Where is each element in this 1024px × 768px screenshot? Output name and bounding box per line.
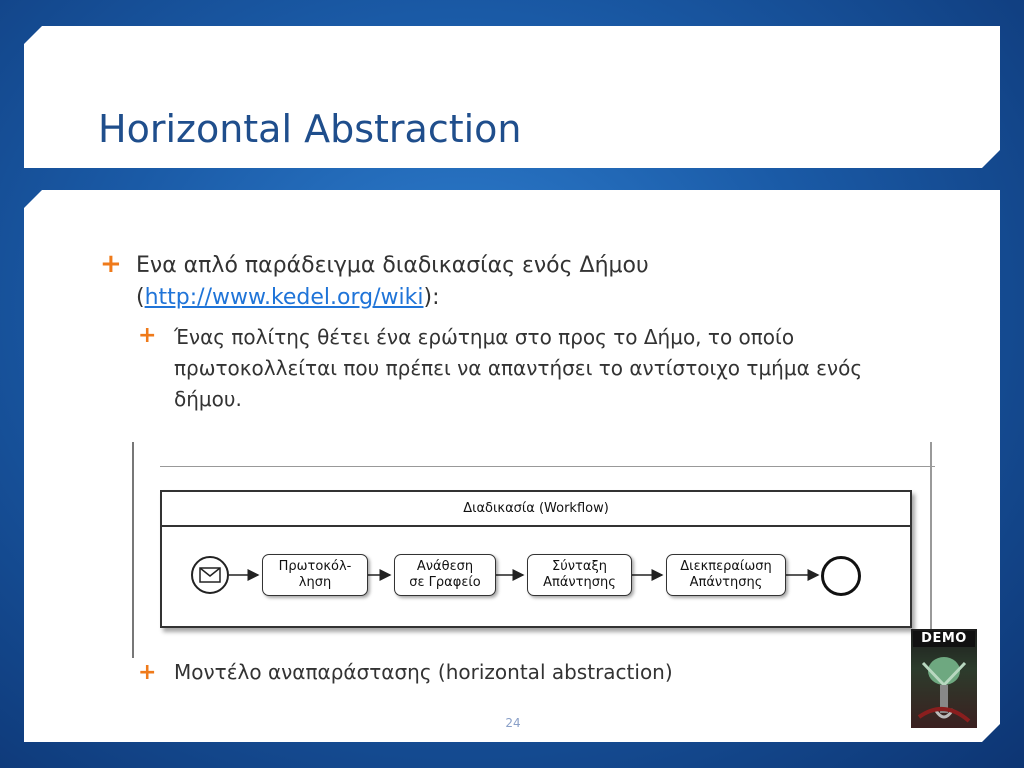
end-event: [821, 556, 861, 596]
task-line2: ληση: [298, 575, 332, 590]
bullet-plus-icon: +: [138, 323, 157, 348]
bullet1-text: Ενα απλό παράδειγμα διαδικασίας ενός Δήμου: [136, 253, 649, 278]
task-compose-reply: [527, 554, 632, 596]
bullet-plus-icon: +: [138, 660, 157, 685]
bullet-level2-model: Μοντέλο αναπαράστασης (horizontal abstraction): [174, 660, 673, 684]
bullet-level2: Ένας πολίτης θέτει ένα ερώτημα στο προς το Δήμο, το οποίο πρωτοκολλείται που πρέπει να απαντήσει το αντίστοιχο τμήμα ενός δήμου.: [174, 325, 863, 411]
task-protocol: [262, 554, 368, 596]
page-number: 24: [505, 716, 521, 730]
pool-title: Διαδικασία (Workflow): [162, 492, 910, 527]
bullet-plus-icon: +: [100, 249, 122, 279]
start-event-envelope-icon: [191, 556, 229, 594]
demo-figure-icon: [911, 629, 977, 728]
task-handle-reply: [666, 554, 786, 596]
task-line1: Σύνταξη: [552, 559, 607, 574]
slide-title: Horizontal Abstraction: [98, 107, 522, 151]
demo-badge-label: DEMO: [913, 631, 975, 647]
demo-badge: [911, 629, 977, 728]
kedel-wiki-link[interactable]: http://www.kedel.org/wiki: [144, 285, 424, 310]
bullet1-paren-open: (: [136, 285, 145, 310]
task-assign-office: [394, 554, 496, 596]
envelope-icon: [199, 567, 221, 583]
task-line1: Διεκπεραίωση: [680, 559, 772, 574]
task-line1: Πρωτοκόλ-: [278, 559, 352, 574]
task-line2: σε Γραφείο: [409, 575, 481, 590]
task-line2: Απάντησης: [689, 575, 763, 590]
bullet1-paren-close: ):: [423, 285, 440, 310]
task-line1: Ανάθεση: [416, 559, 474, 574]
task-line2: Απάντησης: [543, 575, 616, 590]
